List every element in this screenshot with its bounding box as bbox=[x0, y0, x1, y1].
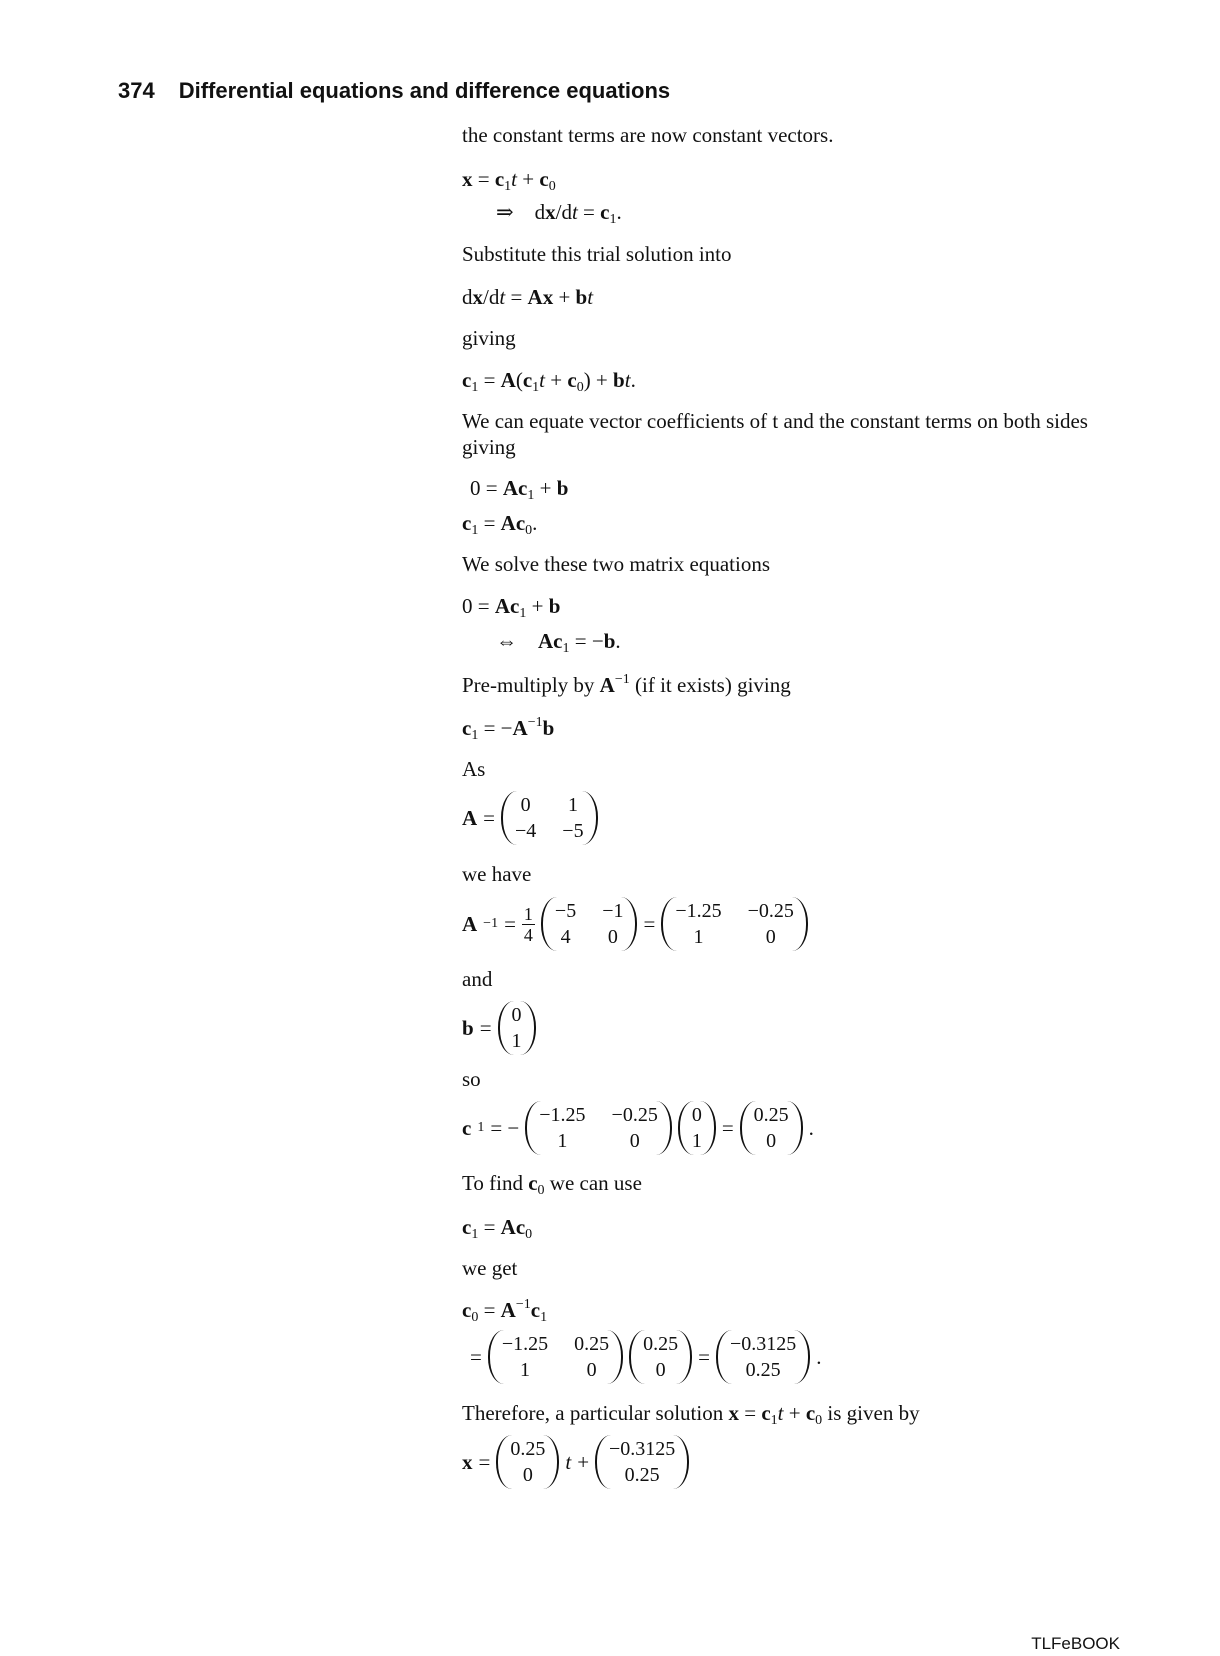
matrix-A-inverse bbox=[488, 1330, 623, 1384]
cell: 0 bbox=[522, 1464, 533, 1486]
equation: ⇔ $Ac_1 = -b$. bbox=[496, 629, 621, 656]
cell: −5 bbox=[554, 900, 577, 922]
cell: −4 bbox=[515, 820, 537, 842]
paragraph: so bbox=[462, 1067, 481, 1091]
cell: −1.25 bbox=[675, 900, 722, 922]
page-number: 374 bbox=[118, 78, 155, 103]
cell: −1 bbox=[602, 900, 624, 922]
equation: $c_1 = Ac_0$ bbox=[462, 1215, 533, 1242]
cell: 0 bbox=[766, 1130, 777, 1152]
equation: $c_1 = A(c_1t + c_0)$ + bt. bbox=[462, 368, 636, 395]
cell: 0.25 bbox=[510, 1438, 546, 1460]
paragraph: Substitute this trial solution into bbox=[462, 242, 732, 266]
cell: 0 bbox=[520, 794, 531, 816]
cell: 0.25 bbox=[574, 1333, 610, 1355]
vector-b bbox=[498, 1001, 536, 1055]
equation-b: b = 0 1 bbox=[462, 1001, 536, 1055]
cell: −1.25 bbox=[539, 1104, 586, 1126]
paragraph: we have bbox=[462, 862, 532, 886]
paragraph: As bbox=[462, 757, 486, 781]
cell: 0 bbox=[586, 1359, 597, 1381]
cell: 1 bbox=[691, 1130, 702, 1152]
paragraph: we get bbox=[462, 1256, 518, 1280]
cell: 0.25 bbox=[624, 1464, 660, 1486]
cell: 1 bbox=[567, 794, 578, 816]
matrix-A-inverse bbox=[661, 897, 808, 951]
equation: $c_1 = Ac_0$. bbox=[462, 511, 538, 538]
vector-b bbox=[678, 1101, 716, 1155]
cell: 1 bbox=[557, 1130, 568, 1152]
equation: $0 = Ac_1 + b$ bbox=[462, 594, 561, 621]
cell: −0.25 bbox=[747, 900, 794, 922]
equation-x: x = 0.25 0 t + −0.3125 0.25 bbox=[462, 1435, 689, 1489]
vector-c1 bbox=[629, 1330, 692, 1384]
vector-c0 bbox=[716, 1330, 810, 1384]
cell: 0.25 bbox=[753, 1104, 789, 1126]
text-fragment: Therefore, a particular solution bbox=[462, 1401, 729, 1425]
paragraph: and bbox=[462, 967, 493, 991]
text-fragment: is given by bbox=[822, 1401, 920, 1425]
text-fragment: To find bbox=[462, 1171, 529, 1195]
equation: $0 = Ac_1 + b$ bbox=[470, 476, 569, 503]
text-fragment: we can use bbox=[544, 1171, 642, 1195]
paragraph: We solve these two matrix equations bbox=[462, 552, 770, 576]
cell: 1 bbox=[693, 926, 704, 948]
paragraph: giving bbox=[462, 326, 516, 350]
paragraph: Therefore, a particular solution $x = c_1t + c_0$ is given by bbox=[462, 1401, 920, 1428]
paragraph: Pre-multiply by $A^{-1}$ (if it exists) giving bbox=[462, 672, 791, 697]
vector-c0 bbox=[595, 1435, 689, 1489]
vector-c1 bbox=[496, 1435, 559, 1489]
paragraph: We can equate vector coefficients of t and the constant terms on both sides giving bbox=[462, 409, 1088, 459]
paragraph: the constant terms are now constant vectors. bbox=[462, 123, 834, 147]
cell: 4 bbox=[560, 926, 571, 948]
matrix-A-inverse bbox=[525, 1101, 672, 1155]
equation: ⇒ $dx/dt = c_1$. bbox=[496, 200, 622, 227]
cell: 0 bbox=[629, 1130, 640, 1152]
cell: −1.25 bbox=[501, 1333, 549, 1355]
matrix-A bbox=[501, 791, 598, 845]
cell: −0.3125 bbox=[729, 1333, 797, 1355]
watermark-footer: TLFeBOOK bbox=[1031, 1634, 1120, 1653]
vector-c1 bbox=[740, 1101, 803, 1155]
equation-A-inverse: A −1 = $\frac{1}{4}$ −5 −1 4 0 = −1.25 −0.25 1 0 bbox=[462, 897, 808, 951]
cell: 0 bbox=[655, 1359, 666, 1381]
equation: dx/dt = Ax + bt bbox=[462, 285, 594, 309]
equation: $c_1 = -A^{-1}b$ bbox=[462, 715, 555, 743]
cell: 1 bbox=[511, 1030, 522, 1052]
cell: −0.25 bbox=[611, 1104, 658, 1126]
matrix-adj-A bbox=[541, 897, 638, 951]
equation-A: A = 0 1 −4 −5 bbox=[462, 791, 598, 845]
running-header bbox=[118, 78, 670, 104]
equation-c1: c 1 = − −1.25 −0.25 1 0 0 1 = 0.25 0 . bbox=[462, 1101, 814, 1155]
cell: 0.25 bbox=[745, 1359, 781, 1381]
fraction bbox=[522, 904, 535, 945]
paragraph: To find $c_0$ we can use bbox=[462, 1171, 642, 1198]
cell: 0 bbox=[607, 926, 618, 948]
cell: 0 bbox=[511, 1004, 522, 1026]
cell: 0 bbox=[691, 1104, 702, 1126]
text-fragment: Pre-multiply by bbox=[462, 673, 600, 697]
numerator: 1 bbox=[523, 903, 533, 924]
text-fragment: (if it exists) giving bbox=[629, 673, 791, 697]
denominator: 4 bbox=[523, 924, 533, 945]
equation: $c_0 = A^{-1}c_1$ bbox=[462, 1297, 548, 1325]
equation: $x = c_1t + c_0$ bbox=[462, 167, 556, 194]
cell: −5 bbox=[562, 820, 584, 842]
cell: 0 bbox=[765, 926, 776, 948]
equation-c0: = −1.25 0.25 1 0 0.25 0 = −0.3125 0.25 . bbox=[462, 1330, 822, 1384]
cell: −0.3125 bbox=[609, 1438, 676, 1460]
cell: 1 bbox=[519, 1359, 530, 1381]
chapter-title: Differential equations and difference equations bbox=[178, 78, 671, 103]
cell: 0.25 bbox=[643, 1333, 679, 1355]
